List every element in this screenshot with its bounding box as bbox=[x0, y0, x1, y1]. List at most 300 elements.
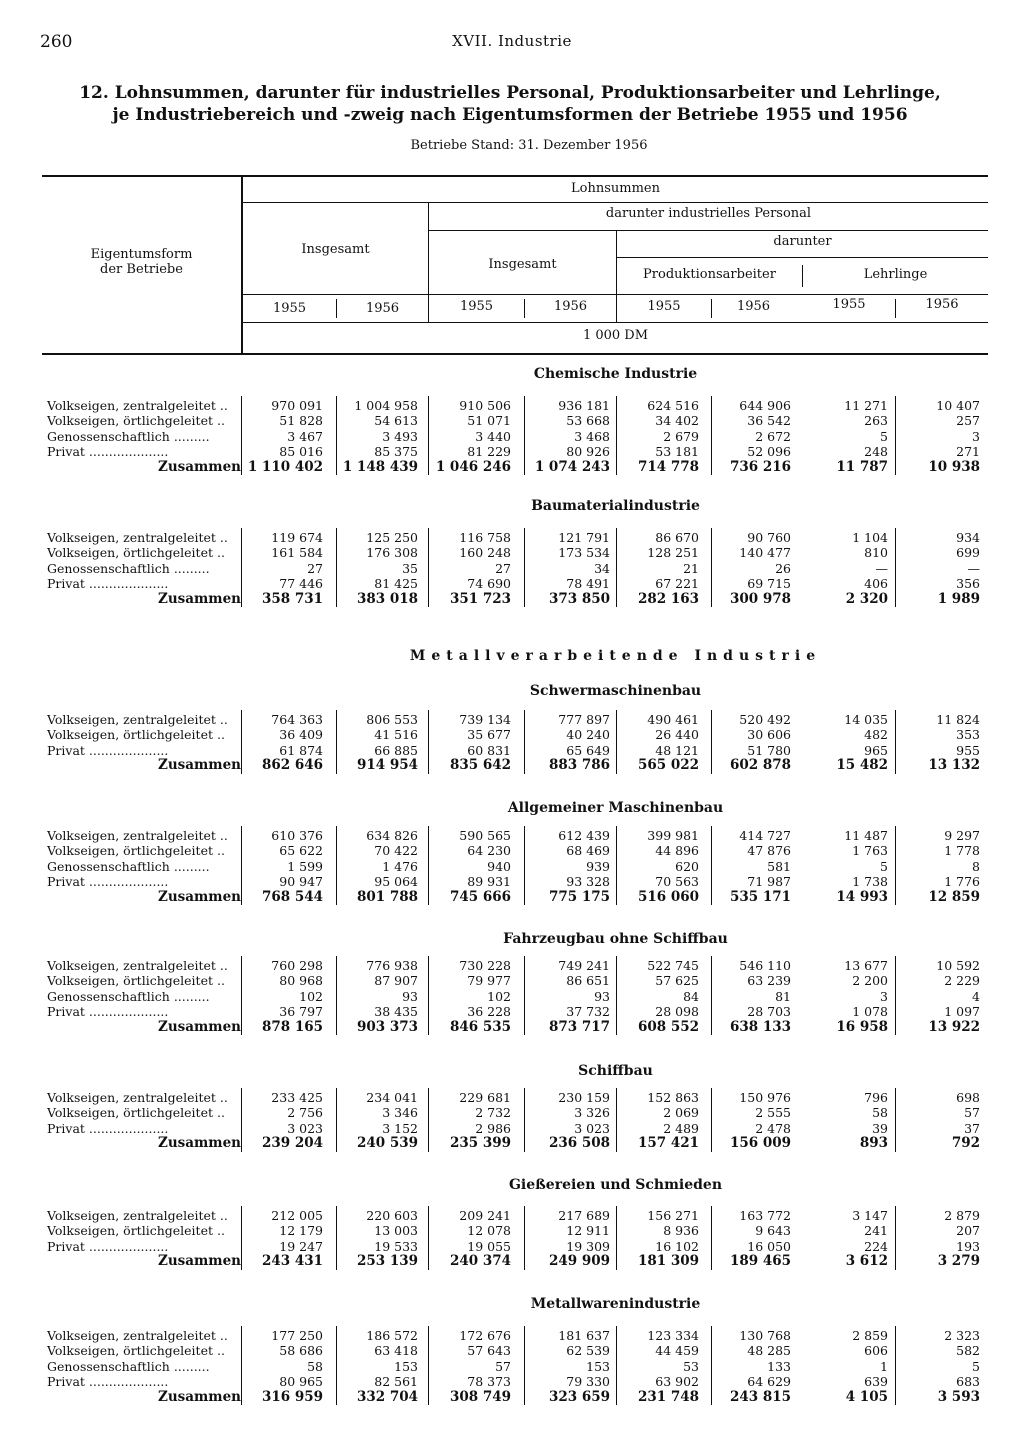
value-cell: 12 911 bbox=[566, 1223, 610, 1239]
value-cell: 63 902 bbox=[655, 1374, 699, 1390]
value-cell: 26 bbox=[775, 560, 791, 576]
running-head: XVII. Industrie bbox=[452, 32, 572, 50]
value-cell: 873 717 bbox=[548, 1018, 610, 1035]
value-cell: 57 bbox=[964, 1105, 980, 1121]
value-cell: 353 bbox=[956, 727, 980, 743]
value-cell: 1 104 bbox=[852, 530, 888, 545]
table-row bbox=[42, 859, 988, 874]
value-cell: 3 023 bbox=[287, 1120, 323, 1136]
value-cell: 3 326 bbox=[574, 1105, 610, 1121]
value-cell: 546 110 bbox=[739, 958, 791, 973]
value-cell: 1 078 bbox=[852, 1004, 888, 1020]
value-cell: 2 200 bbox=[852, 973, 888, 989]
value-cell: 878 165 bbox=[261, 1018, 323, 1035]
year-header: 1956 bbox=[553, 299, 588, 314]
value-cell: 239 204 bbox=[261, 1135, 323, 1152]
value-cell: 150 976 bbox=[739, 1090, 791, 1105]
value-cell: 172 676 bbox=[459, 1328, 511, 1343]
value-cell: 883 786 bbox=[548, 757, 610, 774]
value-cell: 27 bbox=[495, 560, 511, 576]
value-cell: 28 098 bbox=[655, 1004, 699, 1020]
row-label: Volkseigen, zentralgeleitet .. bbox=[47, 712, 228, 727]
value-cell: 30 606 bbox=[747, 727, 791, 743]
value-cell: 58 bbox=[307, 1358, 323, 1374]
value-cell: 13 003 bbox=[374, 1223, 418, 1239]
row-label: Zusammen bbox=[158, 1136, 241, 1152]
value-cell: 86 670 bbox=[655, 530, 699, 545]
value-cell: 19 533 bbox=[374, 1238, 418, 1254]
table-title bbox=[40, 82, 980, 126]
value-cell: 940 bbox=[487, 858, 511, 874]
value-cell: 351 723 bbox=[449, 590, 511, 607]
stub-header: Eigentumsform der Betriebe bbox=[90, 247, 193, 277]
value-cell: 316 959 bbox=[261, 1388, 323, 1405]
table-row bbox=[42, 1328, 988, 1343]
value-cell: 253 139 bbox=[356, 1253, 418, 1270]
value-cell: 28 703 bbox=[747, 1004, 791, 1020]
value-cell: 699 bbox=[956, 545, 980, 561]
value-cell: 14 035 bbox=[844, 712, 888, 727]
value-cell: 209 241 bbox=[459, 1208, 511, 1223]
value-cell: 53 181 bbox=[655, 444, 699, 460]
value-cell: 263 bbox=[864, 413, 888, 429]
value-cell: 835 642 bbox=[449, 757, 511, 774]
value-cell: 235 399 bbox=[449, 1135, 511, 1152]
row-label: Volkseigen, zentralgeleitet .. bbox=[47, 1328, 228, 1343]
value-cell: 95 064 bbox=[374, 874, 418, 890]
value-cell: 248 bbox=[864, 444, 888, 460]
value-cell: 1 599 bbox=[287, 858, 323, 874]
value-cell: 61 874 bbox=[279, 742, 323, 758]
value-cell: 160 248 bbox=[459, 545, 511, 561]
value-cell: 212 005 bbox=[271, 1208, 323, 1223]
row-label: Volkseigen, zentralgeleitet .. bbox=[47, 530, 228, 545]
table-row bbox=[42, 561, 988, 576]
value-cell: 2 489 bbox=[663, 1120, 699, 1136]
value-cell: 2 732 bbox=[475, 1105, 511, 1121]
value-cell: 26 440 bbox=[655, 727, 699, 743]
value-cell: 37 bbox=[964, 1120, 980, 1136]
value-cell: 62 539 bbox=[566, 1343, 610, 1359]
value-cell: — bbox=[967, 560, 980, 576]
row-label: Volkseigen, zentralgeleitet .. bbox=[47, 828, 228, 843]
value-cell: 41 516 bbox=[374, 727, 418, 743]
value-cell: 11 487 bbox=[844, 828, 888, 843]
value-cell: 739 134 bbox=[459, 712, 511, 727]
value-cell: 2 879 bbox=[944, 1208, 980, 1223]
table-row bbox=[42, 1090, 988, 1105]
value-cell: 47 876 bbox=[747, 843, 791, 859]
table-row bbox=[42, 1343, 988, 1358]
value-cell: 749 241 bbox=[558, 958, 610, 973]
value-cell: 1 046 246 bbox=[435, 458, 511, 475]
value-cell: 63 418 bbox=[374, 1343, 418, 1359]
value-cell: 745 666 bbox=[449, 888, 511, 905]
table-row bbox=[42, 398, 988, 413]
value-cell: 152 863 bbox=[647, 1090, 699, 1105]
row-label: Volkseigen, zentralgeleitet .. bbox=[47, 1090, 228, 1105]
value-cell: 1 738 bbox=[852, 874, 888, 890]
value-cell: 3 467 bbox=[287, 428, 323, 444]
page-number: 260 bbox=[40, 32, 73, 52]
value-cell: 639 bbox=[864, 1374, 888, 1390]
value-cell: 775 175 bbox=[548, 888, 610, 905]
table-header bbox=[42, 175, 988, 355]
table-row bbox=[42, 843, 988, 858]
value-cell: 565 022 bbox=[637, 757, 699, 774]
value-cell: 9 643 bbox=[755, 1223, 791, 1239]
value-cell: 69 715 bbox=[747, 576, 791, 592]
year-header: 1955 bbox=[272, 301, 307, 316]
value-cell: 2 323 bbox=[944, 1328, 980, 1343]
value-cell: 10 938 bbox=[928, 458, 980, 475]
value-cell: 231 748 bbox=[637, 1388, 699, 1405]
value-cell: 249 909 bbox=[548, 1253, 610, 1270]
value-cell: 2 555 bbox=[755, 1105, 791, 1121]
value-cell: 11 824 bbox=[936, 712, 980, 727]
value-cell: 373 850 bbox=[548, 590, 610, 607]
value-cell: 44 896 bbox=[655, 843, 699, 859]
reference-date: Betriebe Stand: 31. Dezember 1956 bbox=[410, 138, 648, 153]
value-cell: 36 409 bbox=[279, 727, 323, 743]
value-cell: 612 439 bbox=[558, 828, 610, 843]
total-row bbox=[42, 1390, 988, 1405]
row-label: Volkseigen, örtlichgeleitet .. bbox=[47, 973, 225, 989]
value-cell: 48 121 bbox=[655, 742, 699, 758]
value-cell: 1 989 bbox=[937, 590, 980, 607]
value-cell: 893 bbox=[859, 1135, 888, 1152]
value-cell: 810 bbox=[864, 545, 888, 561]
value-cell: 14 993 bbox=[836, 888, 888, 905]
value-cell: 125 250 bbox=[366, 530, 418, 545]
value-cell: 34 bbox=[594, 560, 610, 576]
value-cell: 5 bbox=[880, 858, 888, 874]
total-row bbox=[42, 460, 988, 475]
value-cell: 156 271 bbox=[647, 1208, 699, 1223]
value-cell: 5 bbox=[880, 428, 888, 444]
section-title: Metallwarenindustrie bbox=[530, 1296, 701, 1312]
value-cell: 1 148 439 bbox=[342, 458, 418, 475]
value-cell: 1 476 bbox=[382, 858, 418, 874]
value-cell: 81 425 bbox=[374, 576, 418, 592]
row-label: Volkseigen, zentralgeleitet .. bbox=[47, 958, 228, 973]
value-cell: 64 629 bbox=[747, 1374, 791, 1390]
value-cell: 4 bbox=[972, 988, 980, 1004]
value-cell: 399 981 bbox=[647, 828, 699, 843]
value-cell: 308 749 bbox=[449, 1388, 511, 1405]
value-cell: 910 506 bbox=[459, 398, 511, 413]
value-cell: 414 727 bbox=[739, 828, 791, 843]
value-cell: 53 668 bbox=[566, 413, 610, 429]
value-cell: 65 649 bbox=[566, 742, 610, 758]
row-label: Genossenschaftlich ......... bbox=[47, 858, 210, 874]
value-cell: 11 787 bbox=[836, 458, 888, 475]
value-cell: 683 bbox=[956, 1374, 980, 1390]
value-cell: 57 625 bbox=[655, 973, 699, 989]
value-cell: 70 422 bbox=[374, 843, 418, 859]
value-cell: 638 133 bbox=[729, 1018, 791, 1035]
value-cell: 939 bbox=[586, 858, 610, 874]
total-row bbox=[42, 758, 988, 773]
value-cell: 1 097 bbox=[944, 1004, 980, 1020]
value-cell: 34 402 bbox=[655, 413, 699, 429]
value-cell: 16 050 bbox=[747, 1238, 791, 1254]
section-title: Gießereien und Schmieden bbox=[508, 1177, 723, 1193]
value-cell: 19 309 bbox=[566, 1238, 610, 1254]
value-cell: 862 646 bbox=[261, 757, 323, 774]
value-cell: 116 758 bbox=[459, 530, 511, 545]
section-title: Chemische Industrie bbox=[533, 366, 698, 382]
value-cell: 68 469 bbox=[566, 843, 610, 859]
value-cell: 66 885 bbox=[374, 742, 418, 758]
value-cell: 282 163 bbox=[637, 590, 699, 607]
value-cell: 79 330 bbox=[566, 1374, 610, 1390]
value-cell: 10 407 bbox=[936, 398, 980, 413]
value-cell: 3 612 bbox=[845, 1253, 888, 1270]
table-row bbox=[42, 989, 988, 1004]
row-label: Privat .................... bbox=[47, 1120, 169, 1136]
value-cell: 181 637 bbox=[558, 1328, 610, 1343]
value-cell: 777 897 bbox=[558, 712, 610, 727]
value-cell: 2 069 bbox=[663, 1105, 699, 1121]
value-cell: 383 018 bbox=[356, 590, 418, 607]
table-row bbox=[42, 1121, 988, 1136]
value-cell: 4 105 bbox=[845, 1388, 888, 1405]
row-label: Volkseigen, örtlichgeleitet .. bbox=[47, 727, 225, 743]
value-cell: 230 159 bbox=[558, 1090, 610, 1105]
value-cell: 714 778 bbox=[637, 458, 699, 475]
row-label: Genossenschaftlich ......... bbox=[47, 560, 210, 576]
value-cell: 85 375 bbox=[374, 444, 418, 460]
value-cell: 602 878 bbox=[729, 757, 791, 774]
value-cell: 157 421 bbox=[637, 1135, 699, 1152]
value-cell: 516 060 bbox=[637, 888, 699, 905]
table-row bbox=[42, 530, 988, 545]
value-cell: 181 309 bbox=[637, 1253, 699, 1270]
value-cell: 63 239 bbox=[747, 973, 791, 989]
value-cell: 2 986 bbox=[475, 1120, 511, 1136]
total-row bbox=[42, 890, 988, 905]
value-cell: 482 bbox=[864, 727, 888, 743]
row-label: Zusammen bbox=[158, 591, 241, 607]
value-cell: 119 674 bbox=[271, 530, 323, 545]
value-cell: 12 078 bbox=[467, 1223, 511, 1239]
value-cell: 914 954 bbox=[356, 757, 418, 774]
value-cell: 51 828 bbox=[279, 413, 323, 429]
total-row bbox=[42, 592, 988, 607]
total-row bbox=[42, 1254, 988, 1269]
year-header: 1955 bbox=[459, 299, 494, 314]
value-cell: 2 859 bbox=[852, 1328, 888, 1343]
value-cell: 224 bbox=[864, 1238, 888, 1254]
value-cell: 522 745 bbox=[647, 958, 699, 973]
value-cell: 80 926 bbox=[566, 444, 610, 460]
value-cell: 36 797 bbox=[279, 1004, 323, 1020]
value-cell: 81 bbox=[775, 988, 791, 1004]
value-cell: 57 643 bbox=[467, 1343, 511, 1359]
value-cell: — bbox=[875, 560, 888, 576]
value-cell: 13 922 bbox=[928, 1018, 980, 1035]
value-cell: 955 bbox=[956, 742, 980, 758]
value-cell: 163 772 bbox=[739, 1208, 791, 1223]
year-header: 1956 bbox=[925, 297, 959, 312]
row-label: Privat .................... bbox=[47, 874, 169, 890]
value-cell: 1 110 402 bbox=[247, 458, 323, 475]
value-cell: 581 bbox=[767, 858, 791, 874]
value-cell: 36 542 bbox=[747, 413, 791, 429]
value-cell: 358 731 bbox=[261, 590, 323, 607]
value-cell: 64 230 bbox=[467, 843, 511, 859]
value-cell: 140 477 bbox=[739, 545, 791, 561]
value-cell: 177 250 bbox=[271, 1328, 323, 1343]
value-cell: 768 544 bbox=[261, 888, 323, 905]
value-cell: 796 bbox=[864, 1090, 888, 1105]
value-cell: 52 096 bbox=[747, 444, 791, 460]
value-cell: 1 074 243 bbox=[534, 458, 610, 475]
table-row bbox=[42, 1239, 988, 1254]
row-label: Privat .................... bbox=[47, 444, 169, 460]
value-cell: 220 603 bbox=[366, 1208, 418, 1223]
value-cell: 40 240 bbox=[566, 727, 610, 743]
table-row bbox=[42, 1374, 988, 1389]
table-row bbox=[42, 429, 988, 444]
value-cell: 93 bbox=[594, 988, 610, 1004]
year-header: 1956 bbox=[365, 301, 400, 316]
value-cell: 3 147 bbox=[852, 1208, 888, 1223]
year-header: 1955 bbox=[647, 299, 681, 314]
value-cell: 39 bbox=[872, 1120, 888, 1136]
section-title: Allgemeiner Maschinenbau bbox=[507, 800, 724, 816]
value-cell: 730 228 bbox=[459, 958, 511, 973]
row-label: Volkseigen, örtlichgeleitet .. bbox=[47, 1343, 225, 1359]
row-label: Zusammen bbox=[158, 1254, 241, 1270]
value-cell: 936 181 bbox=[558, 398, 610, 413]
value-cell: 16 102 bbox=[655, 1238, 699, 1254]
value-cell: 323 659 bbox=[548, 1388, 610, 1405]
value-cell: 240 374 bbox=[449, 1253, 511, 1270]
table-row bbox=[42, 1004, 988, 1019]
value-cell: 16 958 bbox=[836, 1018, 888, 1035]
table-row bbox=[42, 727, 988, 742]
value-cell: 608 552 bbox=[637, 1018, 699, 1035]
value-cell: 189 465 bbox=[729, 1253, 791, 1270]
value-cell: 11 271 bbox=[844, 398, 888, 413]
row-label: Genossenschaftlich ......... bbox=[47, 428, 210, 444]
value-cell: 90 947 bbox=[279, 874, 323, 890]
value-cell: 1 004 958 bbox=[354, 398, 418, 413]
value-cell: 3 023 bbox=[574, 1120, 610, 1136]
value-cell: 217 689 bbox=[558, 1208, 610, 1223]
value-cell: 970 091 bbox=[271, 398, 323, 413]
value-cell: 257 bbox=[956, 413, 980, 429]
value-cell: 57 bbox=[495, 1358, 511, 1374]
value-cell: 80 965 bbox=[279, 1374, 323, 1390]
value-cell: 65 622 bbox=[279, 843, 323, 859]
header-darunter-industrielles-personal: darunter industrielles Personal bbox=[605, 206, 812, 221]
row-label: Zusammen bbox=[158, 758, 241, 774]
table-row bbox=[42, 958, 988, 973]
value-cell: 698 bbox=[956, 1090, 980, 1105]
table-row bbox=[42, 828, 988, 843]
value-cell: 965 bbox=[864, 742, 888, 758]
value-cell: 606 bbox=[864, 1343, 888, 1359]
value-cell: 176 308 bbox=[366, 545, 418, 561]
value-cell: 15 482 bbox=[836, 757, 888, 774]
value-cell: 3 279 bbox=[937, 1253, 980, 1270]
value-cell: 3 440 bbox=[475, 428, 511, 444]
row-label: Privat .................... bbox=[47, 742, 169, 758]
value-cell: 58 686 bbox=[279, 1343, 323, 1359]
value-cell: 102 bbox=[487, 988, 511, 1004]
value-cell: 3 468 bbox=[574, 428, 610, 444]
value-cell: 207 bbox=[956, 1223, 980, 1239]
value-cell: 54 613 bbox=[374, 413, 418, 429]
value-cell: 37 732 bbox=[566, 1004, 610, 1020]
value-cell: 38 435 bbox=[374, 1004, 418, 1020]
value-cell: 13 677 bbox=[844, 958, 888, 973]
value-cell: 82 561 bbox=[374, 1374, 418, 1390]
value-cell: 271 bbox=[956, 444, 980, 460]
value-cell: 2 229 bbox=[944, 973, 980, 989]
value-cell: 12 859 bbox=[928, 888, 980, 905]
value-cell: 760 298 bbox=[271, 958, 323, 973]
section-title: Schwermaschinenbau bbox=[529, 683, 702, 699]
table-row bbox=[42, 874, 988, 889]
value-cell: 85 016 bbox=[279, 444, 323, 460]
value-cell: 12 179 bbox=[279, 1223, 323, 1239]
value-cell: 736 216 bbox=[729, 458, 791, 475]
row-label: Zusammen bbox=[158, 889, 241, 905]
header-insgesamt-industrielles: Insgesamt bbox=[488, 257, 557, 272]
header-lohnsummen: Lohnsummen bbox=[571, 181, 660, 196]
value-cell: 186 572 bbox=[366, 1328, 418, 1343]
value-cell: 173 534 bbox=[558, 545, 610, 561]
row-label: Privat .................... bbox=[47, 1004, 169, 1020]
value-cell: 60 831 bbox=[467, 742, 511, 758]
value-cell: 87 907 bbox=[374, 973, 418, 989]
section-title: Schiffbau bbox=[578, 1063, 653, 1079]
value-cell: 193 bbox=[956, 1238, 980, 1254]
value-cell: 846 535 bbox=[449, 1018, 511, 1035]
value-cell: 3 493 bbox=[382, 428, 418, 444]
total-row bbox=[42, 1020, 988, 1035]
value-cell: 128 251 bbox=[647, 545, 699, 561]
table-row bbox=[42, 576, 988, 591]
value-cell: 801 788 bbox=[356, 888, 418, 905]
value-cell: 2 320 bbox=[845, 590, 888, 607]
value-cell: 490 461 bbox=[647, 712, 699, 727]
value-cell: 8 bbox=[972, 858, 980, 874]
row-label: Volkseigen, örtlichgeleitet .. bbox=[47, 545, 225, 561]
value-cell: 84 bbox=[683, 988, 699, 1004]
table-row bbox=[42, 1105, 988, 1120]
header-produktionsarbeiter: Produktionsarbeiter bbox=[643, 267, 776, 282]
value-cell: 806 553 bbox=[366, 712, 418, 727]
value-cell: 74 690 bbox=[467, 576, 511, 592]
value-cell: 153 bbox=[586, 1358, 610, 1374]
value-cell: 9 297 bbox=[944, 828, 980, 843]
value-cell: 19 055 bbox=[467, 1238, 511, 1254]
value-cell: 234 041 bbox=[366, 1090, 418, 1105]
header-lehrlinge: Lehrlinge bbox=[863, 267, 928, 282]
table-title-line-2: je Industriebereich und -zweig nach Eigentumsformen der Betriebe 1955 und 1956 bbox=[112, 105, 908, 125]
value-cell: 3 593 bbox=[937, 1388, 980, 1405]
header-darunter: darunter bbox=[773, 234, 832, 249]
value-cell: 36 228 bbox=[467, 1004, 511, 1020]
value-cell: 5 bbox=[972, 1358, 980, 1374]
value-cell: 229 681 bbox=[459, 1090, 511, 1105]
value-cell: 1 763 bbox=[852, 843, 888, 859]
